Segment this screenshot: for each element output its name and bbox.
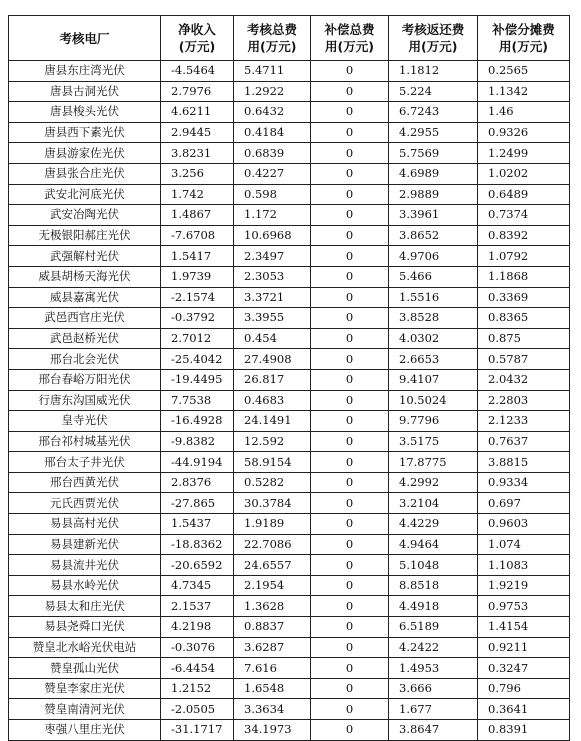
table-row (9, 720, 570, 741)
cell-net-income: 4.6211 (161, 102, 234, 123)
header-compensation-cost-line: 用(万元) (325, 39, 374, 54)
cell-compensation-cost: 0 (311, 514, 389, 535)
cell-compensation-share: 0.7374 (478, 205, 570, 226)
cell-assessment-cost: 27.4908 (234, 349, 311, 370)
cell-assessment-refund: 3.666 (389, 678, 478, 699)
cell-compensation-share: 0.9753 (478, 596, 570, 617)
cell-net-income: 1.4867 (161, 205, 234, 226)
cell-compensation-share: 0.9334 (478, 472, 570, 493)
cell-compensation-cost: 0 (311, 596, 389, 617)
cell-assessment-cost: 2.3497 (234, 246, 311, 267)
table-row (9, 163, 570, 184)
cell-assessment-cost: 0.6432 (234, 102, 311, 123)
header-compensation-share (478, 16, 570, 61)
header-plant-line: 考核电厂 (59, 30, 110, 46)
cell-assessment-refund: 10.5024 (389, 390, 478, 411)
cell-compensation-cost: 0 (311, 575, 389, 596)
cell-compensation-cost: 0 (311, 390, 389, 411)
cell-compensation-cost: 0 (311, 205, 389, 226)
table-row (9, 61, 570, 82)
header-net-income-line: (万元) (178, 39, 216, 54)
cell-net-income: -7.6708 (161, 225, 234, 246)
cell-compensation-cost: 0 (311, 493, 389, 514)
cell-net-income: -0.3076 (161, 637, 234, 658)
cell-assessment-refund: 3.3961 (389, 205, 478, 226)
cell-net-income: 1.5437 (161, 514, 234, 535)
cell-compensation-cost: 0 (311, 287, 389, 308)
cell-compensation-cost: 0 (311, 81, 389, 102)
cell-assessment-refund: 9.4107 (389, 369, 478, 390)
header-assessment-cost (234, 16, 311, 61)
cell-compensation-cost: 0 (311, 122, 389, 143)
cell-assessment-cost: 0.6839 (234, 143, 311, 164)
table-row (9, 266, 570, 287)
cell-compensation-cost: 0 (311, 617, 389, 638)
header-row (9, 16, 570, 61)
cell-net-income: -2.0505 (161, 699, 234, 720)
cell-compensation-cost: 0 (311, 658, 389, 679)
cell-plant-name: 唐县梭头光伏 (9, 102, 161, 123)
cell-assessment-cost: 0.5282 (234, 472, 311, 493)
cell-assessment-cost: 2.3053 (234, 266, 311, 287)
cell-assessment-cost: 10.6968 (234, 225, 311, 246)
cell-assessment-refund: 5.466 (389, 266, 478, 287)
cell-compensation-share: 0.9211 (478, 637, 570, 658)
cell-net-income: 4.2198 (161, 617, 234, 638)
header-net-income-line: 净收入 (178, 22, 216, 37)
cell-assessment-refund: 1.4953 (389, 658, 478, 679)
cell-compensation-share: 1.0792 (478, 246, 570, 267)
cell-assessment-refund: 3.8528 (389, 308, 478, 329)
table-row (9, 328, 570, 349)
cell-plant-name: 威县胡杨天海光伏 (9, 266, 161, 287)
cell-net-income: 7.7538 (161, 390, 234, 411)
cell-plant-name: 皇寺光伏 (9, 411, 161, 432)
cell-compensation-share: 1.1342 (478, 81, 570, 102)
cell-plant-name: 武邑赵桥光伏 (9, 328, 161, 349)
table-row (9, 122, 570, 143)
cell-plant-name: 行唐东沟国威光伏 (9, 390, 161, 411)
cell-compensation-share: 2.1233 (478, 411, 570, 432)
header-compensation-share-line: 用(万元) (499, 39, 548, 54)
table-row (9, 596, 570, 617)
cell-plant-name: 赞皇南清河光伏 (9, 699, 161, 720)
cell-net-income: -4.5464 (161, 61, 234, 82)
cell-compensation-cost: 0 (311, 184, 389, 205)
cell-compensation-share: 2.2803 (478, 390, 570, 411)
cell-net-income: -31.1717 (161, 720, 234, 741)
table-row (9, 575, 570, 596)
cell-assessment-cost: 3.6287 (234, 637, 311, 658)
cell-assessment-cost: 3.3721 (234, 287, 311, 308)
header-compensation-cost (311, 16, 389, 61)
cell-assessment-cost: 2.1954 (234, 575, 311, 596)
cell-plant-name: 唐县游家佐光伏 (9, 143, 161, 164)
cell-assessment-cost: 1.2922 (234, 81, 311, 102)
cell-net-income: 3.256 (161, 163, 234, 184)
cell-compensation-cost: 0 (311, 534, 389, 555)
cell-assessment-refund: 1.5516 (389, 287, 478, 308)
cell-assessment-cost: 3.3634 (234, 699, 311, 720)
cell-net-income: 1.9739 (161, 266, 234, 287)
cell-net-income: -27.865 (161, 493, 234, 514)
cell-assessment-cost: 7.616 (234, 658, 311, 679)
cell-net-income: 2.8376 (161, 472, 234, 493)
cell-assessment-refund: 3.8652 (389, 225, 478, 246)
cell-compensation-cost: 0 (311, 431, 389, 452)
table-row (9, 534, 570, 555)
cell-net-income: -20.6592 (161, 555, 234, 576)
table-row (9, 102, 570, 123)
table-row (9, 617, 570, 638)
table-body (9, 61, 570, 741)
cell-plant-name: 枣强八里庄光伏 (9, 720, 161, 741)
header-compensation-share-line: 补偿分摊费 (492, 22, 555, 37)
cell-assessment-refund: 4.9706 (389, 246, 478, 267)
table-row (9, 678, 570, 699)
cell-compensation-share: 1.0202 (478, 163, 570, 184)
cell-plant-name: 赞皇孤山光伏 (9, 658, 161, 679)
cell-compensation-share: 0.6489 (478, 184, 570, 205)
cell-assessment-cost: 1.172 (234, 205, 311, 226)
cell-assessment-cost: 0.4227 (234, 163, 311, 184)
cell-assessment-refund: 6.7243 (389, 102, 478, 123)
cell-assessment-refund: 5.1048 (389, 555, 478, 576)
table-row (9, 472, 570, 493)
cell-compensation-cost: 0 (311, 163, 389, 184)
cell-compensation-share: 0.3247 (478, 658, 570, 679)
header-net-income (161, 16, 234, 61)
cell-plant-name: 邢台西黄光伏 (9, 472, 161, 493)
table-row (9, 452, 570, 473)
table-row (9, 431, 570, 452)
cell-net-income: 2.7976 (161, 81, 234, 102)
cell-assessment-refund: 5.7569 (389, 143, 478, 164)
cell-compensation-cost: 0 (311, 349, 389, 370)
cell-plant-name: 武安冶陶光伏 (9, 205, 161, 226)
assessment-table (8, 15, 570, 741)
cell-compensation-share: 0.3641 (478, 699, 570, 720)
header-assessment-cost-line: 考核总费 (246, 22, 297, 37)
cell-net-income: -2.1574 (161, 287, 234, 308)
cell-compensation-share: 0.796 (478, 678, 570, 699)
cell-net-income: -25.4042 (161, 349, 234, 370)
cell-assessment-refund: 4.6989 (389, 163, 478, 184)
cell-plant-name: 唐县西下素光伏 (9, 122, 161, 143)
cell-assessment-cost: 0.598 (234, 184, 311, 205)
cell-compensation-share: 0.3369 (478, 287, 570, 308)
cell-compensation-cost: 0 (311, 266, 389, 287)
cell-assessment-refund: 4.4918 (389, 596, 478, 617)
cell-plant-name: 威县嘉寓光伏 (9, 287, 161, 308)
table-row (9, 143, 570, 164)
cell-compensation-share: 1.4154 (478, 617, 570, 638)
cell-compensation-share: 1.074 (478, 534, 570, 555)
cell-plant-name: 易县尧舜口光伏 (9, 617, 161, 638)
cell-net-income: -0.3792 (161, 308, 234, 329)
cell-net-income: 1.742 (161, 184, 234, 205)
cell-assessment-refund: 17.8775 (389, 452, 478, 473)
cell-compensation-share: 0.8391 (478, 720, 570, 741)
cell-compensation-share: 2.0432 (478, 369, 570, 390)
table-row (9, 81, 570, 102)
header-assessment-refund (389, 16, 478, 61)
cell-compensation-share: 3.8815 (478, 452, 570, 473)
cell-net-income: -19.4495 (161, 369, 234, 390)
cell-compensation-cost: 0 (311, 369, 389, 390)
table-row (9, 184, 570, 205)
cell-compensation-share: 0.697 (478, 493, 570, 514)
cell-assessment-cost: 3.3955 (234, 308, 311, 329)
header-assessment-refund-line: 用(万元) (408, 39, 458, 54)
cell-plant-name: 邢台祁村城基光伏 (9, 431, 161, 452)
cell-plant-name: 唐县张合庄光伏 (9, 163, 161, 184)
cell-assessment-refund: 3.2104 (389, 493, 478, 514)
cell-compensation-share: 1.9219 (478, 575, 570, 596)
table-row (9, 390, 570, 411)
cell-assessment-refund: 3.5175 (389, 431, 478, 452)
cell-compensation-share: 0.5787 (478, 349, 570, 370)
cell-plant-name: 易县高村光伏 (9, 514, 161, 535)
table-row (9, 637, 570, 658)
cell-assessment-refund: 6.5189 (389, 617, 478, 638)
cell-compensation-cost: 0 (311, 308, 389, 329)
cell-plant-name: 唐县东庄湾光伏 (9, 61, 161, 82)
cell-assessment-cost: 26.817 (234, 369, 311, 390)
cell-assessment-cost: 22.7086 (234, 534, 311, 555)
cell-compensation-cost: 0 (311, 411, 389, 432)
table-row (9, 369, 570, 390)
cell-net-income: -16.4928 (161, 411, 234, 432)
cell-compensation-share: 0.2565 (478, 61, 570, 82)
cell-compensation-share: 1.1868 (478, 266, 570, 287)
cell-assessment-cost: 24.6557 (234, 555, 311, 576)
cell-compensation-share: 0.9603 (478, 514, 570, 535)
cell-net-income: -44.9194 (161, 452, 234, 473)
cell-assessment-refund: 4.2422 (389, 637, 478, 658)
cell-net-income: 2.9445 (161, 122, 234, 143)
table-row (9, 349, 570, 370)
cell-plant-name: 易县太和庄光伏 (9, 596, 161, 617)
cell-assessment-refund: 1.677 (389, 699, 478, 720)
cell-net-income: 1.2152 (161, 678, 234, 699)
table-row (9, 555, 570, 576)
table-row (9, 287, 570, 308)
header-plant (9, 16, 161, 61)
cell-plant-name: 易县水岭光伏 (9, 575, 161, 596)
cell-compensation-cost: 0 (311, 637, 389, 658)
cell-plant-name: 邢台北会光伏 (9, 349, 161, 370)
cell-compensation-cost: 0 (311, 720, 389, 741)
cell-plant-name: 邢台太子井光伏 (9, 452, 161, 473)
cell-assessment-cost: 0.454 (234, 328, 311, 349)
cell-assessment-cost: 5.4711 (234, 61, 311, 82)
cell-plant-name: 赞皇李家庄光伏 (9, 678, 161, 699)
table-row (9, 493, 570, 514)
cell-plant-name: 易县建新光伏 (9, 534, 161, 555)
header-assessment-refund-line: 考核返还费 (401, 22, 465, 37)
cell-assessment-cost: 1.6548 (234, 678, 311, 699)
cell-assessment-cost: 0.8837 (234, 617, 311, 638)
cell-plant-name: 无极银阳郝庄光伏 (9, 225, 161, 246)
cell-compensation-cost: 0 (311, 678, 389, 699)
cell-assessment-refund: 5.224 (389, 81, 478, 102)
cell-compensation-cost: 0 (311, 328, 389, 349)
cell-assessment-refund: 4.0302 (389, 328, 478, 349)
cell-compensation-share: 0.8392 (478, 225, 570, 246)
table-row (9, 411, 570, 432)
cell-assessment-refund: 2.6653 (389, 349, 478, 370)
cell-assessment-cost: 34.1973 (234, 720, 311, 741)
cell-net-income: 3.8231 (161, 143, 234, 164)
cell-plant-name: 赞皇北水峪光伏电站 (9, 637, 161, 658)
cell-plant-name: 武强解村光伏 (9, 246, 161, 267)
cell-compensation-cost: 0 (311, 555, 389, 576)
table-row (9, 246, 570, 267)
cell-compensation-share: 0.875 (478, 328, 570, 349)
table-row (9, 308, 570, 329)
cell-assessment-cost: 0.4184 (234, 122, 311, 143)
table-row (9, 205, 570, 226)
cell-assessment-refund: 2.9889 (389, 184, 478, 205)
cell-net-income: -6.4454 (161, 658, 234, 679)
cell-net-income: 4.7345 (161, 575, 234, 596)
cell-assessment-cost: 0.4683 (234, 390, 311, 411)
cell-compensation-cost: 0 (311, 143, 389, 164)
cell-assessment-refund: 4.2955 (389, 122, 478, 143)
cell-compensation-share: 1.2499 (478, 143, 570, 164)
table-header (9, 16, 570, 61)
cell-compensation-share: 0.7637 (478, 431, 570, 452)
cell-net-income: 2.7012 (161, 328, 234, 349)
cell-assessment-cost: 58.9154 (234, 452, 311, 473)
cell-plant-name: 唐县古洞光伏 (9, 81, 161, 102)
cell-compensation-cost: 0 (311, 102, 389, 123)
cell-compensation-cost: 0 (311, 472, 389, 493)
header-compensation-cost-line: 补偿总费 (324, 22, 375, 37)
header-assessment-cost-line: 用(万元) (247, 39, 297, 54)
table-row (9, 658, 570, 679)
cell-assessment-refund: 4.9464 (389, 534, 478, 555)
cell-assessment-cost: 24.1491 (234, 411, 311, 432)
cell-net-income: -9.8382 (161, 431, 234, 452)
cell-compensation-cost: 0 (311, 452, 389, 473)
cell-plant-name: 元氏西贾光伏 (9, 493, 161, 514)
cell-compensation-cost: 0 (311, 225, 389, 246)
cell-assessment-refund: 8.8518 (389, 575, 478, 596)
cell-compensation-share: 1.46 (478, 102, 570, 123)
cell-plant-name: 武安北河底光伏 (9, 184, 161, 205)
cell-assessment-refund: 4.2992 (389, 472, 478, 493)
cell-plant-name: 邢台春峪万阳光伏 (9, 369, 161, 390)
cell-plant-name: 武邑西官庄光伏 (9, 308, 161, 329)
cell-net-income: -18.8362 (161, 534, 234, 555)
cell-compensation-cost: 0 (311, 61, 389, 82)
cell-assessment-cost: 30.3784 (234, 493, 311, 514)
table-row (9, 225, 570, 246)
table-row (9, 699, 570, 720)
cell-net-income: 2.1537 (161, 596, 234, 617)
cell-plant-name: 易县流井光伏 (9, 555, 161, 576)
cell-compensation-share: 0.9326 (478, 122, 570, 143)
cell-net-income: 1.5417 (161, 246, 234, 267)
cell-compensation-share: 1.1083 (478, 555, 570, 576)
cell-compensation-cost: 0 (311, 699, 389, 720)
cell-assessment-cost: 12.592 (234, 431, 311, 452)
cell-compensation-cost: 0 (311, 246, 389, 267)
cell-assessment-refund: 9.7796 (389, 411, 478, 432)
cell-assessment-refund: 4.4229 (389, 514, 478, 535)
cell-assessment-refund: 1.1812 (389, 61, 478, 82)
cell-compensation-share: 0.8365 (478, 308, 570, 329)
cell-assessment-cost: 1.9189 (234, 514, 311, 535)
cell-assessment-refund: 3.8647 (389, 720, 478, 741)
cell-assessment-cost: 1.3628 (234, 596, 311, 617)
table-row (9, 514, 570, 535)
